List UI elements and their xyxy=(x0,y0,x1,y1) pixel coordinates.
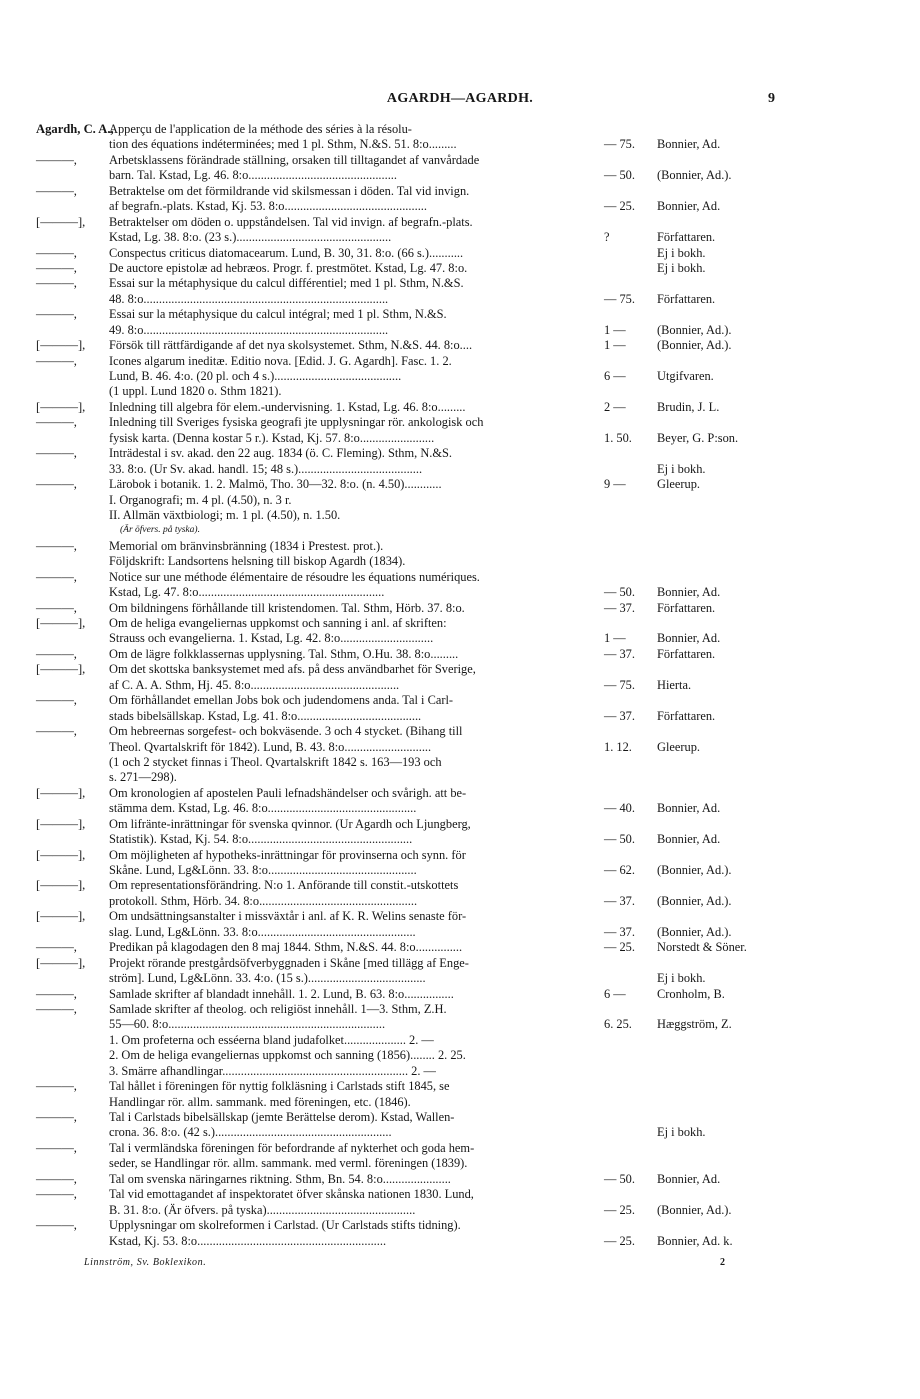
entry-text: Icones algarum ineditæ. Editio nova. [Edid. J. G. Agardh]. Fasc. 1. 2. xyxy=(109,353,452,368)
entry-line xyxy=(0,1156,920,1171)
entry-publisher: Bonnier, Ad. xyxy=(657,832,721,847)
entry-price: — 75. xyxy=(604,137,635,152)
entry-price: 6 — xyxy=(604,369,626,383)
entry-line xyxy=(0,1064,920,1079)
entry-line xyxy=(0,446,920,461)
entry-line xyxy=(0,1125,920,1140)
entry-line xyxy=(0,616,920,631)
entry-text: seder, se Handlingar rör. allm. sammank. med verml. föreningen (1839). xyxy=(109,1156,468,1171)
entry-line xyxy=(0,786,920,801)
entry-author: ———, xyxy=(36,307,77,322)
entry-text: Om hebreernas sorgefest- och bokväsende. 3 och 4 stycket. (Bihang till xyxy=(109,724,463,739)
entry-author: ———, xyxy=(36,152,77,167)
entry-text: Om förhållandet emellan Jobs bok och judendomens anda. Tal i Carl- xyxy=(109,693,454,708)
entry-author: [———], xyxy=(36,878,86,893)
entry-publisher: Brudin, J. L. xyxy=(657,399,720,414)
entry-price: 2 — xyxy=(604,399,626,414)
entry-line xyxy=(0,770,920,785)
entry-price: 1 — xyxy=(604,338,626,353)
entry-line xyxy=(0,971,920,986)
entry-text: Lund, B. 46. 4:o. (20 pl. och 4 s.)......................................... xyxy=(109,369,402,383)
entry-publisher: Bonnier, Ad. k. xyxy=(657,1233,733,1248)
entry xyxy=(0,354,920,400)
entry xyxy=(0,477,920,539)
entry-text: Inträdestal i sv. akad. den 22 aug. 1834 (ö. C. Fleming). Sthm, N.&S. xyxy=(109,446,452,461)
entry-publisher: Ej i bokh. xyxy=(657,461,706,476)
entry-line xyxy=(0,678,920,693)
entry-line xyxy=(0,523,920,538)
entry-text: fysisk karta. (Denna kostar 5 r.). Kstad, Kj. 57. 8:o........................ xyxy=(109,430,435,445)
entry xyxy=(0,307,920,338)
entry xyxy=(0,446,920,477)
footer-signature: 2 xyxy=(720,1257,725,1268)
entry xyxy=(0,1110,920,1141)
entry-line xyxy=(0,1141,920,1156)
entry-publisher: Gleerup. xyxy=(657,739,701,754)
entry-text: Försök till rättfärdigande af det nya skolsystemet. Sthm, N.&S. 44. 8:o.... xyxy=(109,338,473,353)
entry xyxy=(0,122,920,153)
entry-text: crona. 36. 8:o. (42 s.)......................................................... xyxy=(109,1125,392,1140)
entry-text: Conspectus criticus diatomacearum. Lund, B. 30, 31. 8:o. (66 s.)........... xyxy=(109,245,464,260)
entry xyxy=(0,956,920,987)
entry-line xyxy=(0,817,920,832)
entry-text: 33. 8:o. (Ur Sv. akad. handl. 15; 48 s.)........................................ xyxy=(109,461,423,476)
entry xyxy=(0,184,920,215)
entry-author: ———, xyxy=(36,183,77,198)
entry-price: — 50. xyxy=(604,832,635,847)
entry-publisher: Hæggström, Z. xyxy=(657,1017,732,1032)
entry-text: barn. Tal. Kstad, Lg. 46. 8:o................................................ xyxy=(109,168,397,183)
entry-publisher: (Bonnier, Ad.). xyxy=(657,893,732,908)
entry-text: Samlade skrifter af blandadt innehåll. 1. 2. Lund, B. 63. 8:o................ xyxy=(109,986,454,1001)
entry-line xyxy=(0,570,920,585)
entry-text: 48. 8:o............................................................................... xyxy=(109,291,389,306)
entry-line xyxy=(0,631,920,646)
entry-text: Kstad, Kj. 53. 8:o............................................................. xyxy=(109,1233,387,1248)
entry-text: Kstad, Lg. 38. 8:o. (23 s.).................................................. xyxy=(109,230,392,245)
entry-line xyxy=(0,1172,920,1187)
entry-text: I. Organografi; m. 4 pl. (4.50), n. 3 r. xyxy=(109,492,292,507)
entry-author: ———, xyxy=(36,1110,77,1124)
entry-publisher: Ej i bokh. xyxy=(657,1125,706,1140)
entry-line xyxy=(0,462,920,477)
entry-line xyxy=(0,1187,920,1202)
entry-line xyxy=(0,215,920,230)
entry-price: 1 — xyxy=(604,322,626,337)
entry-line xyxy=(0,724,920,739)
entry-text: Tal vid emottagandet af inspektoratet öfver skånska nationen 1830. Lund, xyxy=(109,1187,474,1202)
entry-author: ———, xyxy=(36,276,77,291)
entry-text: tion des équations indéterminées; med 1 pl. Sthm, N.&S. 51. 8:o......... xyxy=(109,137,457,152)
entry-author: Agardh, C. A., xyxy=(36,122,114,136)
entry-author: [———], xyxy=(36,847,86,862)
entry-text: Kstad, Lg. 47. 8:o............................................................ xyxy=(109,585,385,600)
entry-text: Skåne. Lund, Lg&Lönn. 33. 8:o................................................ xyxy=(109,863,417,877)
entry-line xyxy=(0,1110,920,1125)
entry-author: [———], xyxy=(36,909,86,924)
entry-text: Handlingar rör. allm. sammank. med föreningen, etc. (1846). xyxy=(109,1094,411,1109)
entry-line xyxy=(0,878,920,893)
entry xyxy=(0,693,920,724)
entry-author: ———, xyxy=(36,538,77,553)
entry-text: Om lifränte-inrättningar för svenska qvinnor. (Ur Agardh och Ljungberg, xyxy=(109,816,471,831)
entry xyxy=(0,940,920,955)
entry-text: Inledning till Sveriges fysiska geografi jte upplysningar rör. ankologisk och xyxy=(109,415,484,430)
entry-author: ———, xyxy=(36,415,77,430)
entry-line xyxy=(0,1079,920,1094)
entry xyxy=(0,570,920,601)
entry-publisher: Författaren. xyxy=(657,708,716,723)
entry-price: — 37. xyxy=(604,600,635,615)
entry-text: Upplysningar om skolreformen i Carlstad. (Ur Carlstads stifts tidning). xyxy=(109,1218,461,1233)
entry-text: Tal i vermländska föreningen för befordrande af nykterhet och goda hem- xyxy=(109,1140,475,1155)
entry xyxy=(0,662,920,693)
entry-author: ———, xyxy=(36,940,77,955)
entry xyxy=(0,1218,920,1249)
entry-line xyxy=(0,369,920,384)
entry-publisher: Författaren. xyxy=(657,230,716,245)
entry-text: Om möjligheten af hypotheks-inrättningar för provinserna och synn. för xyxy=(109,847,466,862)
entry-publisher: Utgifvaren. xyxy=(657,369,714,383)
entry-line xyxy=(0,709,920,724)
entry-price: — 50. xyxy=(604,1171,635,1186)
entry-line xyxy=(0,1033,920,1048)
entry-text: (1 och 2 stycket finnas i Theol. Qvartalskrift 1842 s. 163—193 och xyxy=(109,754,442,769)
entry-author: ———, xyxy=(36,986,77,1001)
entry-line xyxy=(0,168,920,183)
entry-line xyxy=(0,276,920,291)
entry xyxy=(0,415,920,446)
entry-line xyxy=(0,832,920,847)
entry-publisher: (Bonnier, Ad.). xyxy=(657,322,732,337)
entry xyxy=(0,724,920,786)
entry-price: 1. 12. xyxy=(604,739,632,754)
entry-price: — 75. xyxy=(604,677,635,692)
footer-source: Linnström, Sv. Boklexikon. xyxy=(84,1257,207,1268)
entry xyxy=(0,1187,920,1218)
entry-line xyxy=(0,1002,920,1017)
entry-text: af begrafn.-plats. Kstad, Kj. 53. 8:o.............................................. xyxy=(109,199,427,214)
entry-price: — 25. xyxy=(604,1233,635,1248)
entry-author: [———], xyxy=(36,338,86,353)
entry-publisher: Författaren. xyxy=(657,600,716,615)
entry-author: [———], xyxy=(36,816,86,831)
entry xyxy=(0,1079,920,1110)
entry-price: — 25. xyxy=(604,1202,635,1217)
page-header xyxy=(0,91,920,109)
entry-line xyxy=(0,431,920,446)
entry-text: Essai sur la métaphysique du calcul intégral; med 1 pl. Sthm, N.&S. xyxy=(109,307,447,322)
entry-price: 6 — xyxy=(604,986,626,1001)
entry-line xyxy=(0,801,920,816)
entry-line xyxy=(0,987,920,1002)
entry xyxy=(0,848,920,879)
entry-line xyxy=(0,230,920,245)
entry xyxy=(0,1002,920,1079)
entry-author: [———], xyxy=(36,785,86,800)
entry-price: — 25. xyxy=(604,199,635,214)
entry-publisher: Bonnier, Ad. xyxy=(657,199,721,214)
entry-line xyxy=(0,323,920,338)
entry-text: 1. Om profeterna och esséerna bland judafolket.................... 2. — xyxy=(109,1032,434,1047)
entry-author: ———, xyxy=(36,1001,77,1016)
entry-line xyxy=(0,554,920,569)
entry-price: 1. 50. xyxy=(604,430,632,445)
entry-text: Projekt rörande prestgårdsöfverbyggnaden i Skåne [med tillägg af Enge- xyxy=(109,955,469,970)
entry-line xyxy=(0,493,920,508)
entry-publisher: Ej i bokh. xyxy=(657,245,706,260)
entry-text: Tal i Carlstads bibelsällskap (jemte Berättelse derom). Kstad, Wallen- xyxy=(109,1110,455,1124)
entry-line xyxy=(0,292,920,307)
entry-text: Betraktelse om det förmildrande vid skilsmessan i döden. Tal vid invign. xyxy=(109,183,470,198)
entry-text: 3. Smärre afhandlingar............................................................ 2. — xyxy=(109,1063,436,1078)
entry-publisher: Bonnier, Ad. xyxy=(657,1171,721,1186)
entry-text: Om de lägre folkklassernas upplysning. Tal. Sthm, O.Hu. 38. 8:o......... xyxy=(109,646,459,661)
entry-price: 1 — xyxy=(604,631,626,646)
entry-price: — 37. xyxy=(604,924,635,939)
entry-line xyxy=(0,956,920,971)
entry xyxy=(0,539,920,570)
entry-price: — 37. xyxy=(604,646,635,661)
entry-author: [———], xyxy=(36,616,86,630)
entry-author: ———, xyxy=(36,600,77,615)
entry-publisher: Norstedt & Söner. xyxy=(657,940,747,955)
entry-text: Tal om svenska näringarnes riktning. Sthm, Bn. 54. 8:o...................... xyxy=(109,1171,451,1186)
entry xyxy=(0,616,920,647)
entry-line xyxy=(0,755,920,770)
entry-line xyxy=(0,662,920,677)
entry-line xyxy=(0,1095,920,1110)
entry-publisher: (Bonnier, Ad.). xyxy=(657,168,732,183)
entry-text: 2. Om de heliga evangeliernas uppkomst och sanning (1856)........ 2. 25. xyxy=(109,1048,466,1063)
entry-text: 49. 8:o............................................................................... xyxy=(109,322,389,337)
entry-author: ———, xyxy=(36,1218,77,1233)
entry xyxy=(0,878,920,909)
entry-line xyxy=(0,1017,920,1032)
entry xyxy=(0,215,920,246)
entry-line xyxy=(0,894,920,909)
entry-text: Lärobok i botanik. 1. 2. Malmö, Tho. 30—32. 8:o. (n. 4.50)............ xyxy=(109,477,442,492)
entry xyxy=(0,246,920,261)
entry xyxy=(0,601,920,616)
entry-publisher: Beyer, G. P:son. xyxy=(657,430,739,445)
entry-line xyxy=(0,1234,920,1249)
entry-price: — 75. xyxy=(604,291,635,306)
entry-author: ———, xyxy=(36,1171,77,1186)
entry-line xyxy=(0,261,920,276)
entry-publisher: (Bonnier, Ad.). xyxy=(657,338,732,353)
entry-author: ———, xyxy=(36,260,77,275)
entry-line xyxy=(0,384,920,399)
entry-text: Betraktelser om döden o. uppståndelsen. Tal vid invign. af begrafn.-plats. xyxy=(109,214,473,229)
entry-publisher: (Bonnier, Ad.). xyxy=(657,863,732,877)
entry-line xyxy=(0,400,920,415)
entry-line xyxy=(0,740,920,755)
bibliography-list xyxy=(0,122,920,1249)
entry-line xyxy=(0,940,920,955)
entry-line xyxy=(0,693,920,708)
entry-text: (Är öfvers. på tyska). xyxy=(120,525,200,536)
entry-publisher: Ej i bokh. xyxy=(657,260,706,275)
entry-publisher: Bonnier, Ad. xyxy=(657,585,721,600)
entry-text: 55—60. 8:o...................................................................... xyxy=(109,1017,386,1032)
entry-publisher: Gleerup. xyxy=(657,477,701,492)
entry-author: ———, xyxy=(36,646,77,661)
entry-text: II. Allmän växtbiologi; m. 1 pl. (4.50), n. 1.50. xyxy=(109,507,341,522)
entry-author: [———], xyxy=(36,955,86,970)
entry xyxy=(0,647,920,662)
entry xyxy=(0,817,920,848)
entry-text: s. 271—298). xyxy=(109,770,177,785)
entry-author: [———], xyxy=(36,399,86,414)
entry-line xyxy=(0,1203,920,1218)
entry-text: (1 uppl. Lund 1820 o. Sthm 1821). xyxy=(109,384,282,399)
page-footer xyxy=(0,1257,920,1271)
entry-text: Inledning till algebra för elem.-undervisning. 1. Kstad, Lg. 46. 8:o......... xyxy=(109,399,466,414)
entry-author: ———, xyxy=(36,477,77,492)
entry-line xyxy=(0,122,920,137)
entry-author: ———, xyxy=(36,446,77,461)
entry-text: Memorial om bränvinsbränning (1834 i Prestest. prot.). xyxy=(109,538,384,553)
entry-text: Om representationsförändring. N:o 1. Anförande till constit.-utskottets xyxy=(109,878,459,893)
entry-price: — 37. xyxy=(604,893,635,908)
entry-author: ———, xyxy=(36,569,77,584)
running-title: AGARDH—AGARDH. xyxy=(386,91,534,106)
entry-publisher: (Bonnier, Ad.). xyxy=(657,1202,732,1217)
page-number: 9 xyxy=(768,91,775,106)
entry-price: — 40. xyxy=(604,801,635,816)
entry-text: B. 31. 8:o. (Är öfvers. på tyska)................................................ xyxy=(109,1202,416,1217)
entry-line xyxy=(0,307,920,322)
entry-line xyxy=(0,1048,920,1063)
entry-text: Theol. Qvartalskrift för 1842). Lund, B. 43. 8:o............................ xyxy=(109,739,432,754)
entry-line xyxy=(0,863,920,878)
entry-text: Notice sur une méthode élémentaire de résoudre les équations numériques. xyxy=(109,569,480,584)
entry-publisher: (Bonnier, Ad.). xyxy=(657,924,732,939)
entry xyxy=(0,153,920,184)
entry-author: ———, xyxy=(36,693,77,708)
entry-text: slag. Lund, Lg&Lönn. 33. 8:o................................................... xyxy=(109,924,416,939)
entry-text: Arbetsklassens förändrade ställning, orsaken till tilltagandet af vanvårdade xyxy=(109,152,480,167)
entry-line xyxy=(0,909,920,924)
entry xyxy=(0,400,920,415)
entry-text: De auctore epistolæ ad hebræos. Progr. f. prestmötet. Kstad, Lg. 47. 8:o. xyxy=(109,260,468,275)
entry-text: stämma dem. Kstad, Lg. 46. 8:o................................................ xyxy=(109,801,417,816)
entry xyxy=(0,1172,920,1187)
entry-line xyxy=(0,184,920,199)
entry xyxy=(0,276,920,307)
entry-line xyxy=(0,477,920,492)
entry-text: ström]. Lund, Lg&Lönn. 33. 4:o. (15 s.)...................................... xyxy=(109,971,426,986)
entry-line xyxy=(0,585,920,600)
entry-author: [———], xyxy=(36,214,86,229)
entry-price: ? xyxy=(604,230,610,245)
entry-text: af C. A. A. Sthm, Hj. 45. 8:o................................................ xyxy=(109,677,400,692)
entry-text: Om undsättningsanstalter i missväxtår i anl. af K. R. Welins senaste för- xyxy=(109,909,467,924)
entry-author: [———], xyxy=(36,662,86,677)
entry-price: — 25. xyxy=(604,940,635,955)
entry xyxy=(0,786,920,817)
entry-text: Strauss och evangelierna. 1. Kstad, Lg. 42. 8:o.............................. xyxy=(109,631,434,646)
entry-text: Statistik). Kstad, Kj. 54. 8:o..................................................... xyxy=(109,832,413,847)
entry-text: Om det skottska banksystemet med afs. på dess användbarhet för Sverige, xyxy=(109,662,476,677)
entry-line xyxy=(0,925,920,940)
entry-publisher: Bonnier, Ad. xyxy=(657,631,721,646)
entry-line xyxy=(0,137,920,152)
entry-line xyxy=(0,415,920,430)
entry-line xyxy=(0,601,920,616)
entry xyxy=(0,338,920,353)
entry-author: ———, xyxy=(36,1140,77,1155)
entry-price: — 37. xyxy=(604,708,635,723)
entry xyxy=(0,909,920,940)
entry-publisher: Författaren. xyxy=(657,646,716,661)
entry-price: 9 — xyxy=(604,477,626,492)
entry-author: ———, xyxy=(36,245,77,260)
entry-publisher: Ej i bokh. xyxy=(657,971,706,986)
entry-text: Om bildningens förhållande till kristendomen. Tal. Sthm, Hörb. 37. 8:o. xyxy=(109,600,465,615)
entry-text: Följdskrift: Landsortens helsning till biskop Agardh (1834). xyxy=(109,554,406,569)
entry-text: Essai sur la métaphysique du calcul différentiel; med 1 pl. Sthm, N.&S. xyxy=(109,276,464,291)
entry-text: stads bibelsällskap. Kstad, Lg. 41. 8:o........................................ xyxy=(109,708,422,723)
entry-text: Predikan på klagodagen den 8 maj 1844. Sthm, N.&S. 44. 8:o............... xyxy=(109,940,463,955)
entry-author: ———, xyxy=(36,1079,77,1094)
entry-publisher: Cronholm, B. xyxy=(657,986,725,1001)
entry-price: — 50. xyxy=(604,168,635,183)
entry xyxy=(0,261,920,276)
entry-line xyxy=(0,338,920,353)
entry xyxy=(0,987,920,1002)
entry-text: Om de heliga evangeliernas uppkomst och sanning i anl. af skriften: xyxy=(109,616,447,630)
entry-text: Apperçu de l'application de la méthode des séries à la résolu- xyxy=(109,122,412,136)
entry-line xyxy=(0,354,920,369)
entry-author: ———, xyxy=(36,1187,77,1202)
entry-publisher: Bonnier, Ad. xyxy=(657,801,721,816)
entry-line xyxy=(0,153,920,168)
entry-line xyxy=(0,539,920,554)
entry-price: 6. 25. xyxy=(604,1017,632,1032)
entry-text: Om kronologien af apostelen Pauli lefnadshändelser och svårigh. att be- xyxy=(109,785,467,800)
entry-publisher: Hierta. xyxy=(657,677,692,692)
entry xyxy=(0,1141,920,1172)
entry-line xyxy=(0,246,920,261)
entry-line xyxy=(0,1218,920,1233)
entry-line xyxy=(0,199,920,214)
entry-author: ———, xyxy=(36,724,77,739)
entry-text: protokoll. Sthm, Hörb. 34. 8:o................................................... xyxy=(109,893,418,908)
entry-text: Samlade skrifter af theolog. och religiöst innehåll. 1—3. Sthm, Z.H. xyxy=(109,1001,447,1016)
entry-price: — 50. xyxy=(604,585,635,600)
entry-line xyxy=(0,848,920,863)
entry-publisher: Författaren. xyxy=(657,291,716,306)
entry-line xyxy=(0,508,920,523)
entry-line xyxy=(0,647,920,662)
entry-author: ———, xyxy=(36,353,77,368)
entry-text: Tal hållet i föreningen för nyttig folkläsning i Carlstads stift 1845, se xyxy=(109,1079,450,1094)
entry-price: — 62. xyxy=(604,863,635,877)
entry-publisher: Bonnier, Ad. xyxy=(657,137,721,152)
